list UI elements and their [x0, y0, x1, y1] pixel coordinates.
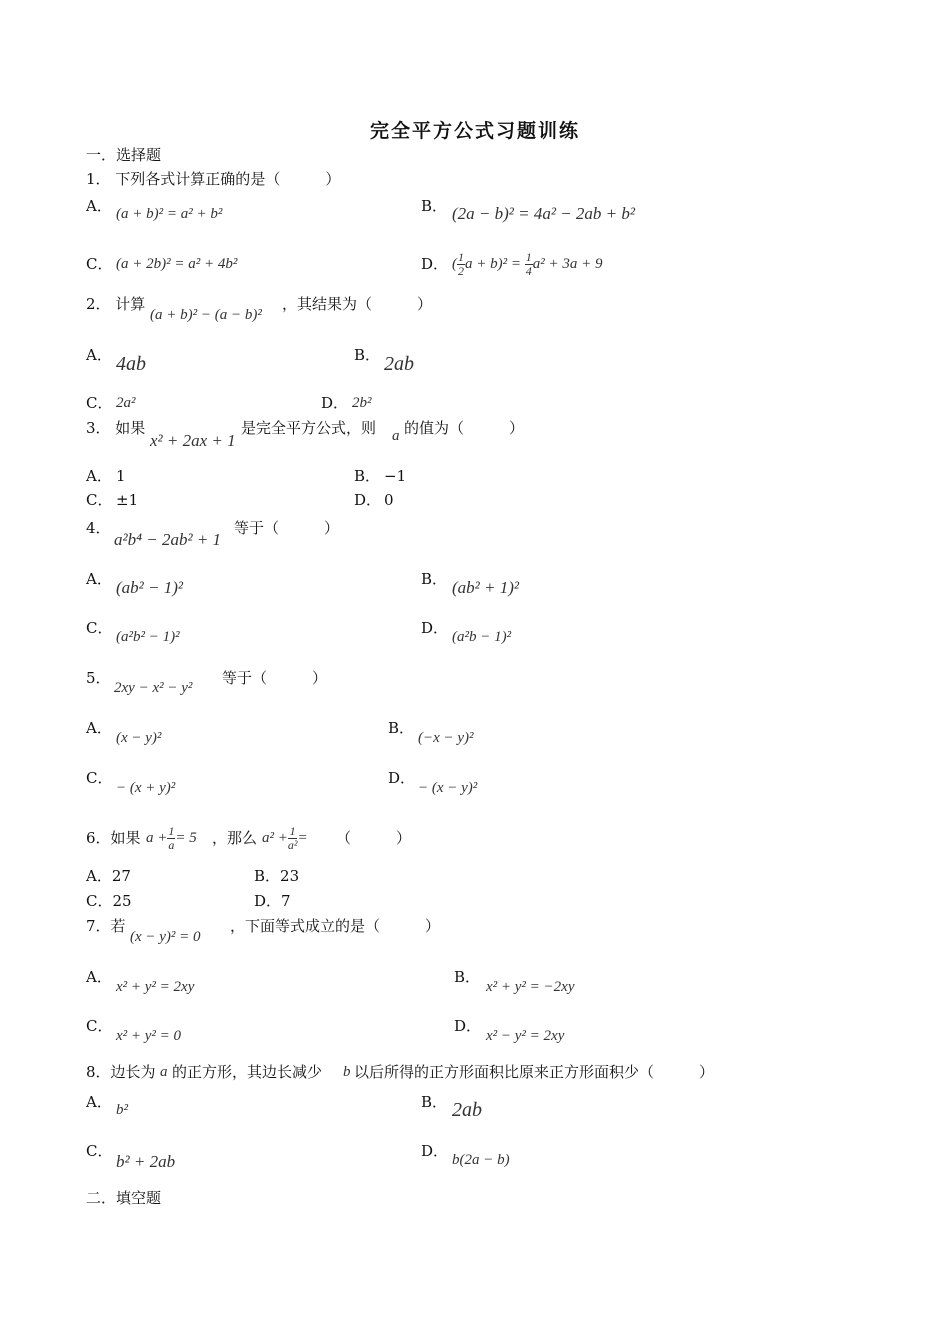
q7-option-b-label: B． — [454, 968, 481, 986]
q5-option-b-label: B． — [388, 719, 415, 737]
q1-option-a: (a + b)² = a² + b² — [116, 206, 223, 222]
q7-stem-suffix: ，下面等式成立的是（ ） — [230, 917, 441, 935]
q3-option-c: ±1 — [116, 491, 139, 509]
q7-option-c-label: C． — [86, 1017, 113, 1035]
q8-option-a: b² — [116, 1102, 128, 1118]
q7-stem-prefix: 7．若 — [86, 917, 126, 935]
q4-stem-prefix: 4． — [86, 519, 111, 537]
q4-option-a: (ab² − 1)² — [116, 578, 183, 597]
q4-option-b-label: B． — [421, 570, 448, 588]
q3-option-a-label: A． — [86, 467, 112, 485]
q3-option-d: 0 — [384, 491, 394, 509]
q6-condition: a + $\frac{1}{a}$ = 5 — [146, 824, 197, 853]
q5-option-c: − (x + y)² — [116, 780, 176, 796]
q8-option-d: b(2a − b) — [452, 1152, 510, 1168]
q2-option-c-label: C． — [86, 394, 113, 412]
q4-option-c-label: C． — [86, 619, 113, 637]
q2-option-b: 2ab — [384, 353, 414, 375]
q1-option-d: ( $\frac{1}{2}$ a + b)² = $\frac{1}{4}$ a² + 3a + 9 — [452, 250, 603, 279]
q2-option-a-label: A． — [86, 346, 112, 364]
q1-option-d-label: D． — [421, 255, 449, 273]
section-heading-fill-blank: 二．填空题 — [86, 1189, 162, 1207]
q5-option-a: (x − y)² — [116, 730, 162, 746]
q6-stem-prefix: 6．如果 — [86, 829, 141, 847]
q1-option-a-label: A． — [86, 197, 112, 215]
q3-stem-prefix: 3． 如果 — [86, 419, 146, 437]
q5-expression: 2xy − x² − y² — [114, 680, 193, 696]
q5-option-d-label: D． — [388, 769, 416, 787]
q3-variable: a — [392, 428, 400, 444]
q4-option-c: (a²b² − 1)² — [116, 629, 180, 645]
q8-variable-a: a — [160, 1064, 168, 1080]
q4-stem-suffix: 等于（ ） — [234, 519, 340, 537]
q6-stem-middle: ，那么 — [212, 829, 258, 847]
q7-option-c: x² + y² = 0 — [116, 1028, 182, 1044]
q8-option-a-label: A． — [86, 1093, 112, 1111]
q6-stem-suffix: （ ） — [336, 829, 412, 847]
q2-option-b-label: B． — [354, 346, 381, 364]
q5-option-d: − (x − y)² — [418, 780, 478, 796]
q1-option-b: (2a − b)² = 4a² − 2ab + b² — [452, 204, 635, 223]
q5-option-b: (−x − y)² — [418, 730, 474, 746]
q7-option-a-label: A． — [86, 968, 112, 986]
q7-option-b: x² + y² = −2xy — [486, 979, 575, 995]
q7-option-a: x² + y² = 2xy — [116, 979, 195, 995]
q8-option-b-label: B． — [421, 1093, 448, 1111]
q8-option-c: b² + 2ab — [116, 1152, 176, 1171]
q2-option-a: 4ab — [116, 353, 146, 375]
q1-stem: 1． 下列各式计算正确的是（ ） — [86, 170, 341, 188]
q2-option-d-label: D． — [321, 394, 349, 412]
q8-variable-b: b — [343, 1064, 351, 1080]
q6-option-a: A．27 — [86, 867, 131, 885]
q3-expression: x² + 2ax + 1 — [150, 431, 236, 450]
q5-stem-suffix: 等于（ ） — [222, 669, 328, 687]
q7-option-d-label: D． — [454, 1017, 482, 1035]
q5-option-c-label: C． — [86, 769, 113, 787]
q3-option-b: −1 — [384, 467, 407, 485]
q4-expression: a²b⁴ − 2ab² + 1 — [114, 530, 222, 549]
q3-option-b-label: B． — [354, 467, 381, 485]
q8-option-b: 2ab — [452, 1099, 482, 1121]
q7-condition: (x − y)² = 0 — [130, 929, 201, 945]
q2-stem-prefix: 2． 计算 — [86, 295, 146, 313]
q4-option-a-label: A． — [86, 570, 112, 588]
q6-option-d: D．7 — [254, 892, 291, 910]
q2-stem-suffix: ，其结果为（ ） — [282, 295, 433, 313]
q2-option-d: 2b² — [352, 395, 372, 411]
q8-option-d-label: D． — [421, 1142, 449, 1160]
q8-stem-suffix: 以后所得的正方形面积比原来正方形面积少（ ） — [354, 1063, 715, 1081]
page-title: 完全平方公式习题训练 — [369, 120, 580, 142]
q5-option-a-label: A． — [86, 719, 112, 737]
q1-option-c-label: C． — [86, 255, 113, 273]
q8-stem-prefix: 8．边长为 — [86, 1063, 156, 1081]
q2-expression: (a + b)² − (a − b)² — [150, 307, 262, 323]
q8-option-c-label: C． — [86, 1142, 113, 1160]
q4-option-b: (ab² + 1)² — [452, 578, 519, 597]
q3-stem-suffix: 的值为（ ） — [404, 419, 525, 437]
q3-option-c-label: C． — [86, 491, 113, 509]
q4-option-d: (a²b − 1)² — [452, 629, 512, 645]
q1-option-c: (a + 2b)² = a² + 4b² — [116, 256, 238, 272]
q3-stem-middle: 是完全平方公式，则 — [241, 419, 377, 437]
section-heading-choice: 一．选择题 — [86, 146, 162, 164]
q5-stem-prefix: 5． — [86, 669, 111, 687]
q4-option-d-label: D． — [421, 619, 449, 637]
q6-option-b: B．23 — [254, 867, 300, 885]
q8-stem-middle: 的正方形，其边长减少 — [172, 1063, 323, 1081]
q7-option-d: x² − y² = 2xy — [486, 1028, 565, 1044]
q3-option-a: 1 — [116, 467, 126, 485]
q3-option-d-label: D． — [354, 491, 382, 509]
q2-option-c: 2a² — [116, 395, 136, 411]
q6-option-c: C．25 — [86, 892, 132, 910]
q6-target-expression: a² + $\frac{1}{\text{a²}}$ = — [262, 824, 308, 853]
q1-option-b-label: B． — [421, 197, 448, 215]
